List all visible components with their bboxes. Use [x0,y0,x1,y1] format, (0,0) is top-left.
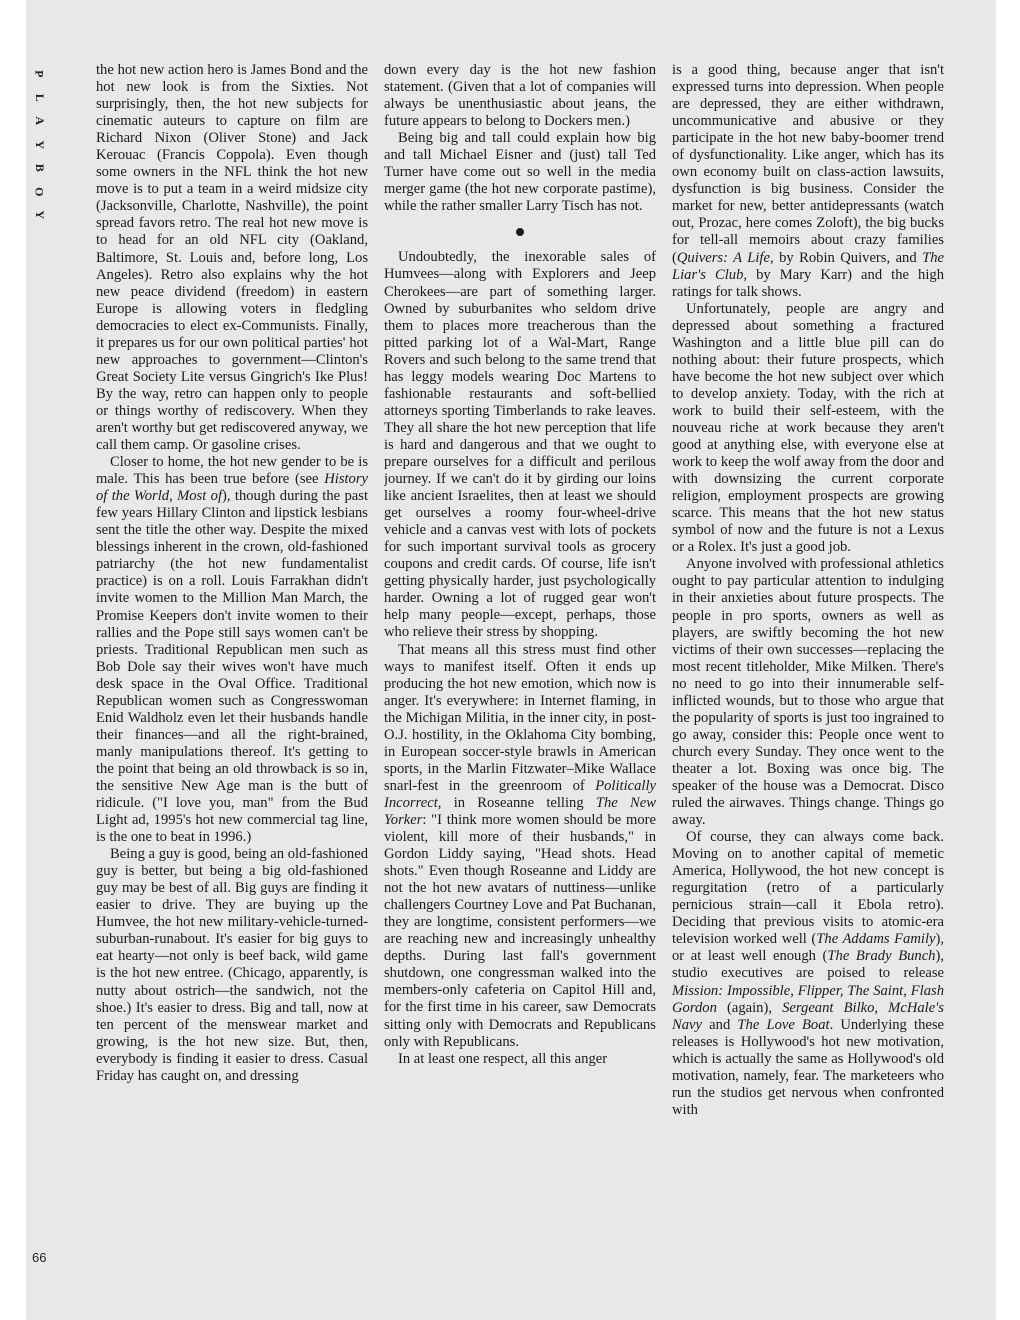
text-run: ), though during the past few years Hillary Clinton and lipstick lesbians sent the title the other way. Despite the mixed blessings inherent in the crown, old-fashioned patriarchy (the hot new fundamentalist practice) is on a roll. Louis Farrakhan didn't invite women to the Million Man March, the Promise Keepers don't invite women to their rallies and the Pope still says women can't be priests. Traditional Republican men such as Bob Dole say their wives won't have much desk space in the Oval Office. Traditional Republican women such as Congresswoman Enid Waldholz even let their husbands handle their finances—and all the right-brained, manly manipulations thereof. It's getting to the point that being an old throwback is so in, the sensitive New Age man is the butt of ridicule. ("I love you, man" from the Bud Light ad, 1995's hot new commercial tag line, is the one to beat in 1996.) [96,488,368,846]
masthead-vertical [30,62,48,227]
masthead-letter: B [32,163,47,172]
italic-title: Mission: Impossible, Flipper, The Saint, Flash Gordon [672,982,944,1016]
italic-title: The Addams Family [816,931,936,948]
text-run: Being a guy is good, being an old-fashioned guy is better, but being a big old-fashioned guy may be best of all. Big guys are finding it easier to drive. They are buying up the Humvee, the hot new military-vehicle-turned-suburban-runabout. It's easier for big guys to eat hearty—not only is beef back, wild game is the hot new entree. (Chicago, apparently, is nutty about ostrich—the sandwich, not the shoe.) It's easier to dress. Big and tall, now at ten percent of the menswear market and growing, is the hot new size. But, then, everybody is finding it easier to dress. Casual Friday has caught on, and dressing [96,846,368,1084]
italic-title: The Love Boat [737,1016,830,1033]
article-paragraph [672,62,944,301]
text-run: the hot new action hero is James Bond and the hot new look is from the Sixties. Not surprisingly, then, the hot new subjects for cinematic auteurs to capture on film are Richard Nixon (Oliver Stone) and Jack Kerouac (Francis Coppola). Even though some owners in the NFL think the hot new move is to put a team in a weird midsize city (Jacksonville, Charlotte, Nashville), the point spread favors retro. The real hot new move is to head for an old NFL city (Oakland, Baltimore, St. Louis and, before long, Los Angeles). Retro also explains why the hot new peace dividend (freedom) in eastern Europe is allowing voters in fledgling democracies to elect ex-Communists. Finally, it prepares us for our own political parties' hot new approaches to government—Clinton's Great Society Lite versus Gingrich's Ike Plus! By the way, retro can happen only to people or things worthy of rediscovery. When they aren't worthy but get rediscovered anyway, we call them camp. Or gasoline crises. [96,62,368,454]
italic-title: History of the World, Most of [96,471,368,505]
article-paragraph [672,829,944,1119]
text-run: Of course, they can always come back. Moving on to another capital of memetic America, Hollywood, the hot new concept is regurgitation (retro of a particularly pernicious strain—call it Ebola retro). Deciding that previous visits to atomic-era television worked well ( [672,829,944,948]
text-run: is a good thing, because anger that isn't expressed turns into depression. When people are depressed, they are either withdrawn, uncommunicative and abusive or they participate in the hot new baby-boomer trend of dysfunctionality. Like anger, which has its own economy built on class-action lawsuits, dysfunction is big business. Consider the market for new, better antidepressants (watch out, Prozac, here comes Zoloft), the big bucks for tell-all memoirs about crazy families ( [672,62,944,266]
text-column-3 [672,62,944,1272]
article-paragraph [384,130,656,215]
text-run: down every day is the hot new fashion statement. (Given that a lot of companies will always be unenthusiastic about jeans, the future appears to belong to Dockers men.) [384,62,656,130]
text-run: , by Robin Quivers, and [769,249,923,266]
text-run: That means all this stress must find other ways to manifest itself. Often it ends up producing the hot new emotion, which now is anger. It's everywhere: in Internet flaming, in the Michigan Militia, in the inner city, in post-O.J. hostility, in the Oklahoma City bombing, in European soccer-style brawls in American sports, in the Marlin Fitzwater–Mike Wallace snarl-fest in the greenroom of [384,641,656,794]
masthead-letter: P [32,70,47,78]
masthead-letter: Y [32,139,47,149]
text-column-1 [96,62,368,1272]
italic-title: The Liar's Club [672,249,944,283]
article-paragraph [96,454,368,846]
italic-title: Quivers: A Life [676,249,770,266]
text-run: : "I think more women should be more violent, kill more of their husbands," in Gordon Liddy saying, "Head shots. Head shots." Even though Roseanne and Liddy are not the hot new avatars of nuttiness—unlike challengers Courtney Love and Pat Buchanan, they are longtime, consistent performers—we are reaching new and increasingly unhealthy depths. During last fall's government shutdown, one congressman walked into the members-only cafeteria on Capitol Hill and, for the first time in his career, saw Democrats sitting only with Democrats and Republicans only with Republicans. [384,811,656,1050]
article-paragraph [384,1051,656,1068]
text-run: and [702,1016,738,1033]
italic-title: Sergeant Bilko, McHale's Navy [672,999,944,1033]
text-run: , in Roseanne telling [437,794,596,811]
article-paragraph [96,62,368,454]
masthead-letter: Y [32,210,47,220]
text-run: Closer to home, the hot new gender to be is male. This has been true before (see [96,454,368,488]
article-paragraph [384,249,656,641]
italic-title: The Brady Bunch [827,948,936,965]
masthead-letter: A [32,116,47,126]
italic-title: Politically Incorrect [384,777,656,811]
article-paragraph [672,301,944,557]
article-paragraph [384,642,656,1051]
text-run: Anyone involved with professional athletics ought to pay particular attention to indulging in their anxieties about future prospects. The people in pro sports, owners as well as players, are swiftly becoming the hot new victims of their own successes—replacing the most recent titleholder, Mike Milken. There's no need to go into their innumerable self-inflicted wounds, but to those who argue that the popularity of sports is just too ingrained to go away, consider this: People once went to church every Sunday. They once went to the theater a lot. Boxing was once big. The speaker of the house was a Democrat. Disco ruled the airwaves. Things change. Things go away. [672,556,944,829]
article-paragraph [96,846,368,1085]
italic-title: The New Yorker [384,794,656,828]
text-run: ), studio executives are poised to release [672,948,944,982]
article-paragraph [384,62,656,130]
masthead-letter: L [32,93,47,102]
text-run: (again), [716,999,783,1016]
text-run: In at least one respect, all this anger [398,1050,608,1067]
text-run: Unfortunately, people are angry and depressed about something a fractured Washington and a little blue pill can do nothing about: their future prospects, which have become the hot new subject over which to develop anxiety. Today, with the rich at work to build their self-esteem, with the nouveau riche at work because they aren't good at anything else, with everyone else at work to keep the wolf away from the door and with downsizing the current corporate religion, employment prospects are growing scarce. This means that the hot new status symbol of now and the future is not a Lexus or a Rolex. It's just a good job. [672,300,944,556]
text-run: Being big and tall could explain how big and tall Michael Eisner and (just) tall Ted Turner have come out so well in the media merger game (the hot new corporate pastime), while the rather smaller Larry Tisch has not. [384,130,656,215]
text-run: . Underlying these releases is Hollywood's hot new motivation, which is actually the same as Hollywood's old motivation, namely, fear. The marketeers who run the studios get nervous when confronted with [672,1016,944,1118]
text-run: ), or at least well enough ( [672,931,944,965]
article-paragraph [672,556,944,829]
section-break-bullet [384,215,656,249]
page-number: 66 [32,1250,47,1265]
text-column-2 [384,62,656,1272]
text-run: , by Mary Karr) and the high ratings for talk shows. [672,266,944,300]
masthead-letter: O [32,186,47,196]
text-run: Undoubtedly, the inexorable sales of Humvees—along with Explorers and Jeep Cherokees—are part of something larger. Owned by suburbanites who seldom drive them to places more treacherous than the pitted parking lot of a Wal-Mart, Range Rovers and such belong to the same trend that has leggy models wearing Doc Martens to fashionable restaurants and soft-bellied attorneys sporting Timberlands to rake leaves. They all share the hot new perception that life is hard and dangerous and that we ought to prepare ourselves for a difficult and perilous journey. If we can't do it by girding our loins like ancient Israelites, then at least we should get ourselves a roomy four-wheel-drive vehicle and a canvas vest with lots of pockets for such important survival tools as grocery coupons and credit cards. Of course, life isn't getting physically harder, just psychologically harder. Owning a lot of rugged gear won't help many people—except, perhaps, those who relieve their stress by shopping. [384,249,656,641]
